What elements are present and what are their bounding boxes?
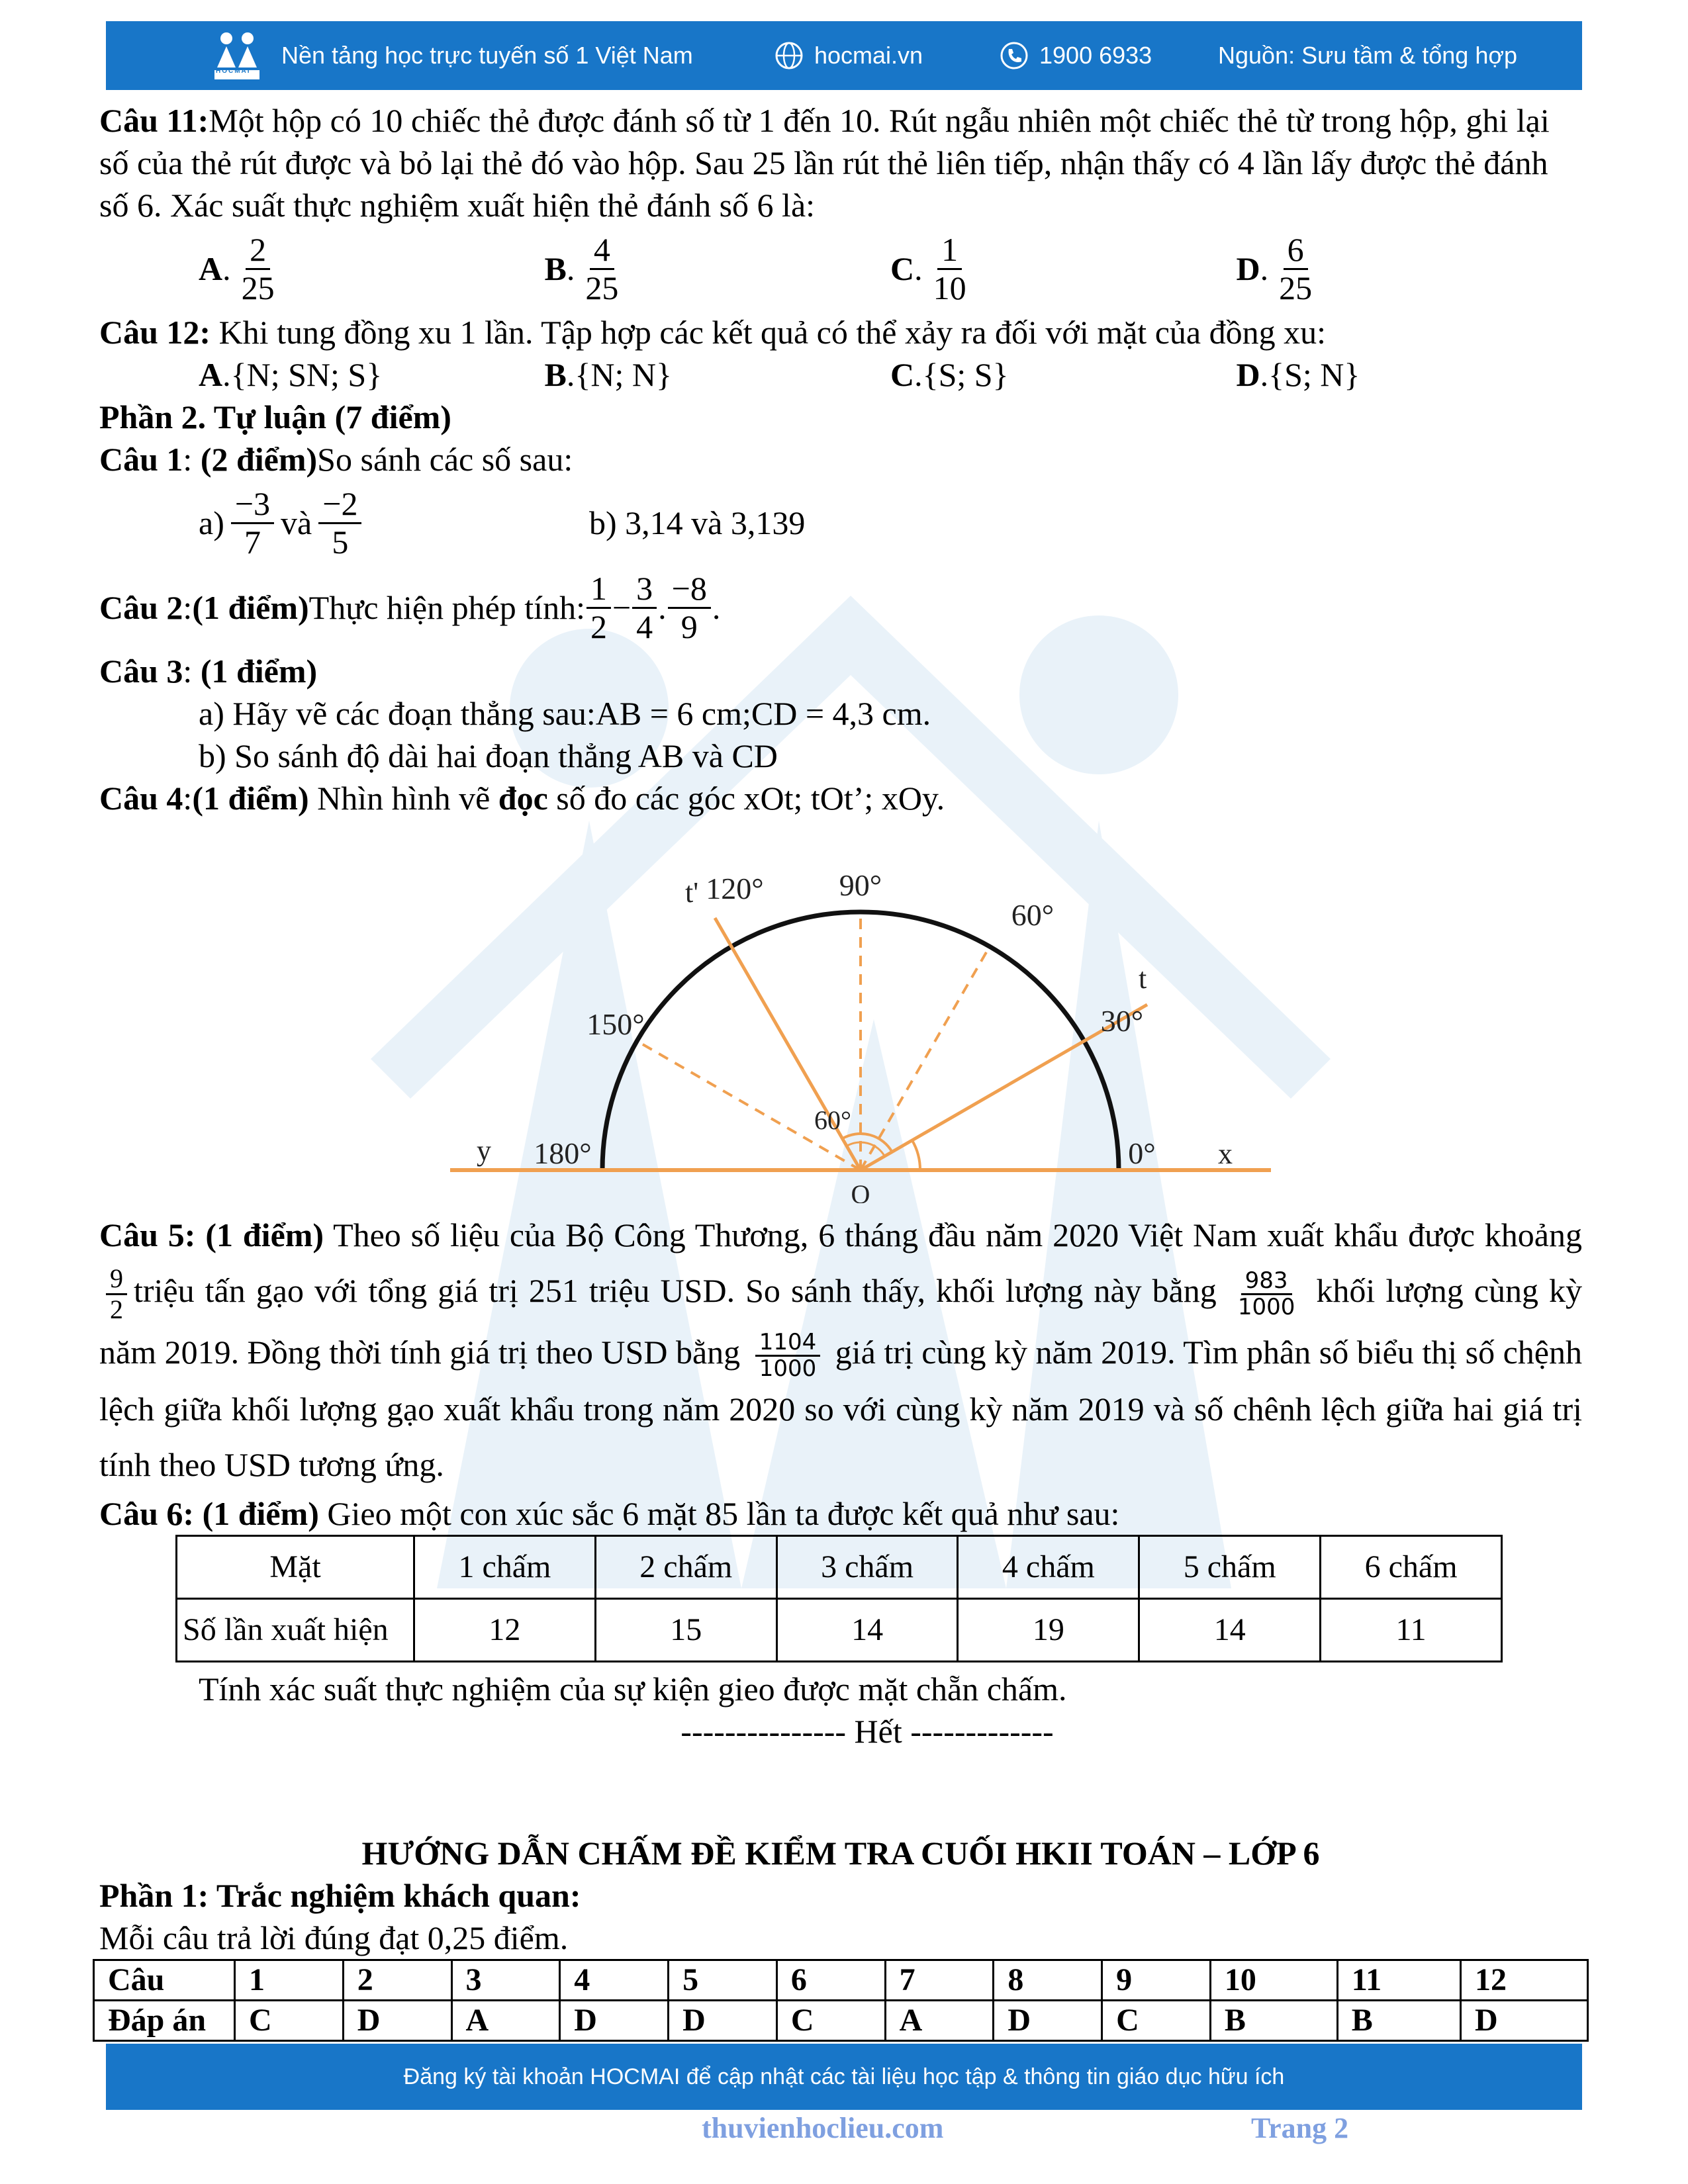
answer-key-number: 11: [1337, 1960, 1460, 2001]
ray-label-t: t: [1139, 962, 1147, 995]
table-cell: Câu: [94, 1960, 235, 2001]
table-row: [94, 1960, 1588, 2001]
q11-b-den: 25: [585, 269, 619, 306]
answer-key-answer: B: [1337, 2001, 1460, 2041]
question-12-options: [99, 353, 1582, 396]
answer-key-number: 2: [343, 1960, 451, 2001]
angle-label-small: 60°: [814, 1105, 851, 1135]
protractor-label-150: 150°: [586, 1007, 645, 1041]
table-cell: 2 chấm: [595, 1536, 776, 1599]
essay-1-b: b) 3,14 và 3,139: [589, 504, 806, 541]
ray-label-t-prime: t': [685, 876, 699, 909]
table-cell: Đáp án: [94, 2001, 235, 2041]
table-cell: Số lần xuất hiện: [177, 1599, 414, 1662]
table-cell: 3 chấm: [776, 1536, 958, 1599]
footer-banner[interactable]: [106, 2044, 1582, 2110]
question-12-text: Khi tung đồng xu 1 lần. Tập hợp các kết quả có thể xảy ra đối với mặt của đồng xu:: [218, 314, 1326, 351]
essay-1-a: a) $\frac{-3}{7}$ và $\frac{-2}{5}$: [199, 486, 589, 561]
phone-icon: [1000, 41, 1029, 70]
essay-1-items: [99, 480, 1582, 565]
table-cell: 14: [1139, 1599, 1321, 1662]
q12-option-b: B.{N; N}: [544, 356, 672, 393]
q11-option-c: C . $\frac{1}{10}$: [890, 232, 1237, 306]
q11-option-a: A . $\frac{2}{25}$: [199, 232, 545, 306]
protractor-label-60: 60°: [1011, 898, 1055, 932]
angle-arc-xot: [912, 1140, 920, 1170]
table-row: [177, 1599, 1502, 1662]
essay-5: Câu 5: (1 điểm) Theo số liệu của Bộ Công Thương, 6 tháng đầu năm 2020 Việt Nam xuất khẩu được khoảng $\frac{9}{2}$ triệu tấn gạo với tổng giá trị 251 triệu USD. So sánh thấy, khối lượng này bằng $\frac{983}{1000}$ khối lượng cùng kỳ năm 2019. Đồng thời tính giá trị theo USD bằng $\frac{1104}{1000}$ giá trị cùng kỳ năm 2019. Tìm phân số biểu thị số chệnh lệch giữa khối lượng gạo xuất khẩu trong năm 2020 so với cùng kỳ năm 2019 và số chênh lệch giữa hai giá trị tính theo USD tương ứng.: [99, 1216, 1582, 1484]
q12-option-a: A.{N; SN; S}: [199, 356, 383, 393]
table-row: [177, 1536, 1502, 1599]
answer-key-number: 6: [776, 1960, 885, 2001]
protractor-label-90: 90°: [839, 868, 882, 902]
protractor-label-0: 0°: [1128, 1136, 1156, 1170]
ray-label-y: y: [477, 1134, 491, 1167]
page-number: Trang 2: [1251, 2112, 1349, 2144]
answer-key-number: 10: [1210, 1960, 1337, 2001]
q11-c-num: 1: [937, 232, 962, 270]
dashed-guide-60: [861, 946, 990, 1170]
answer-key-number: 4: [560, 1960, 669, 2001]
q11-c-den: 10: [933, 269, 966, 306]
answer-key-answer: D: [343, 2001, 451, 2041]
answer-key-number: 8: [994, 1960, 1102, 2001]
essay-3-a: a) Hãy vẽ các đoạn thẳng sau:AB = 6 cm;CD = 4,3 cm.: [199, 695, 931, 732]
question-11: [99, 99, 1582, 226]
guide-part1: Phần 1: Trắc nghiệm khách quan:: [99, 1877, 581, 1915]
header-website[interactable]: [774, 21, 923, 90]
header-logo: [212, 21, 262, 90]
q11-d-den: 25: [1279, 269, 1313, 306]
answer-key-number: 7: [885, 1960, 994, 2001]
answer-key-number: 1: [235, 1960, 344, 2001]
footer-text: Đăng ký tài khoản HOCMAI để cập nhật các tài liệu học tập & thông tin giáo dục hữu ích: [403, 2064, 1285, 2089]
question-11-options: [99, 226, 1582, 311]
table-cell: 15: [595, 1599, 776, 1662]
table-cell: 6 chấm: [1321, 1536, 1502, 1599]
site-watermark-text: thuvienhoclieu.com: [702, 2112, 944, 2144]
dice-table: [175, 1535, 1503, 1662]
guide-title: HƯỚNG DẪN CHẤM ĐỀ KIỂM TRA CUỐI HKII TOÁN – LỚP 6: [361, 1835, 1320, 1872]
exam-content: [99, 99, 1582, 2042]
ray-label-x: x: [1218, 1138, 1233, 1170]
table-cell: 1 chấm: [414, 1536, 596, 1599]
header-phone[interactable]: [1000, 21, 1152, 90]
table-cell: 5 chấm: [1139, 1536, 1321, 1599]
answer-key-answer: D: [994, 2001, 1102, 2041]
logo-text: HOCMAI: [216, 68, 251, 75]
globe-icon: [774, 41, 804, 70]
protractor-label-30: 30°: [1100, 1004, 1144, 1038]
answer-key-number: 5: [669, 1960, 777, 2001]
table-cell: 11: [1321, 1599, 1502, 1662]
answer-key-answer: D: [1461, 2001, 1588, 2041]
answer-key-answer: B: [1210, 2001, 1337, 2041]
part2-title: Phần 2. Tự luận (7 điểm): [99, 398, 451, 435]
phone-text: 1900 6933: [1039, 42, 1152, 69]
table-cell: 4 chấm: [958, 1536, 1139, 1599]
answer-key-answer: C: [235, 2001, 344, 2041]
answer-key-number: 3: [451, 1960, 560, 2001]
answer-key-number: 9: [1102, 1960, 1211, 2001]
origin-label-o: O: [851, 1179, 870, 1203]
q11-a-num: 2: [246, 232, 270, 270]
essay-3-b: b) So sánh độ dài hai đoạn thẳng AB và CD: [199, 737, 778, 774]
answer-key-answer: A: [885, 2001, 994, 2041]
essay-3: Câu 3: (1 điểm): [99, 653, 318, 690]
table-cell: 14: [776, 1599, 958, 1662]
question-11-text: Một hộp có 10 chiếc thẻ được đánh số từ 1 đến 10. Rút ngẫu nhiên một chiếc thẻ từ trong hộp, ghi lại số của thẻ rút được và bỏ lại thẻ đó vào hộp. Sau 25 lần rút thẻ liên tiếp, nhận thấy có 4 lần lấy được thẻ đánh số 6. Xác suất thực nghiệm xuất hiện thẻ đánh số 6 là:: [99, 102, 1550, 224]
table-cell: 19: [958, 1599, 1139, 1662]
protractor-figure: [430, 833, 1344, 1203]
essay-4: Câu 4:(1 điểm) Nhìn hình vẽ đọc số đo các góc xOt; tOt’; xOy.: [99, 780, 945, 817]
table-cell: 12: [414, 1599, 596, 1662]
essay-1: Câu 1: (2 điểm)So sánh các số sau:: [99, 441, 573, 478]
q11-b-num: 4: [590, 232, 614, 270]
question-11-label: Câu 11:: [99, 102, 209, 139]
table-row: [94, 2001, 1588, 2041]
answer-key-number: 12: [1461, 1960, 1588, 2001]
end-marker: --------------- Hết -------------: [680, 1713, 1054, 1751]
essay-6: Câu 6: (1 điểm) Gieo một con xúc sắc 6 mặt 85 lần ta được kết quả như sau:: [99, 1495, 1120, 1533]
answer-key-answer: C: [776, 2001, 885, 2041]
q11-a-den: 25: [241, 269, 275, 306]
website-text: hocmai.vn: [814, 42, 923, 69]
q12-option-c: C.{S; S}: [890, 356, 1009, 393]
protractor-label-180: 180°: [534, 1136, 592, 1170]
q11-option-d: D . $\frac{6}{25}$: [1237, 232, 1583, 306]
essay-6-question: Tính xác suất thực nghiệm của sự kiện gieo được mặt chẵn chấm.: [199, 1670, 1067, 1708]
q12-option-d: D.{S; N}: [1236, 356, 1360, 393]
answer-key-answer: D: [669, 2001, 777, 2041]
question-12: [99, 311, 1582, 353]
table-cell: Mặt: [177, 1536, 414, 1599]
header-source: Nguồn: Sưu tầm & tổng hợp: [1218, 42, 1517, 69]
guide-note: Mỗi câu trả lời đúng đạt 0,25 điểm.: [99, 1919, 569, 1957]
q11-option-b: B . $\frac{4}{25}$: [545, 232, 891, 306]
question-12-label: Câu 12:: [99, 314, 211, 351]
answer-key-answer: A: [451, 2001, 560, 2041]
header-banner: [106, 21, 1582, 90]
answer-key-answer: D: [560, 2001, 669, 2041]
header-slogan: Nền tảng học trực tuyến số 1 Việt Nam: [281, 42, 693, 69]
answer-key-table: [93, 1959, 1589, 2042]
answer-key-answer: C: [1102, 2001, 1211, 2041]
protractor-label-120: 120°: [706, 872, 764, 905]
essay-2: Câu 2 : (1 điểm) Thực hiện phép tính: $\frac{1}{2}$ − $\frac{3}{4}$ . $\frac{-8}{9}$ .: [99, 569, 721, 645]
q11-d-num: 6: [1284, 232, 1308, 270]
